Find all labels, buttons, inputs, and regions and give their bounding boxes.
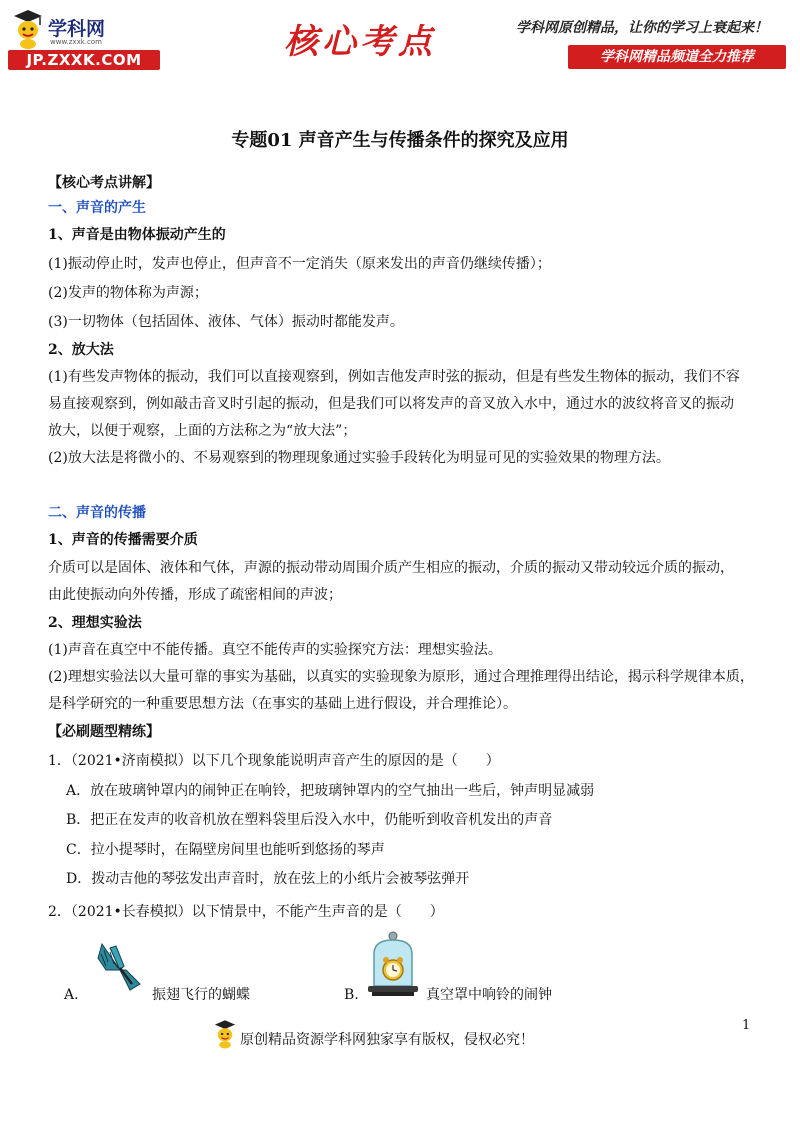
part1-p1: (1)振动停止时，发声也停止，但声音不一定消失（原来发出的声音仍继续传播）； xyxy=(48,256,551,272)
q2-option-b-text: 真空罩中响铃的闹钟 xyxy=(426,987,552,1003)
part2-p1-line1: 介质可以是固体、液体和气体，声源的振动带动周围介质产生相应的振动，介质的振动又带动较远介质的振动， xyxy=(48,560,734,576)
banner-text: 学科网精品频道全力推荐 xyxy=(600,49,754,65)
part2-heading: 二、声音的传播 xyxy=(48,505,146,521)
q1-option-a: A．放在玻璃钟罩内的闹钟正在响铃，把玻璃钟罩内的空气抽出一些后，钟声明显减弱 xyxy=(66,783,595,799)
page-number: 1 xyxy=(742,1018,751,1033)
part1-sub2: 2、放大法 xyxy=(48,342,114,358)
part2-p2: (1)声音在真空中不能传播。真空不能传声的实验探究方法：理想实验法。 xyxy=(48,642,502,658)
footer-copyright: 原创精品资源学科网独家享有版权，侵权必究！ xyxy=(240,1032,534,1048)
part1-heading: 一、声音的产生 xyxy=(48,200,146,216)
part2-sub2: 2、理想实验法 xyxy=(48,615,142,631)
part1-sub1: 1、声音是由物体振动产生的 xyxy=(48,227,226,243)
footer-mascot-icon xyxy=(212,1018,238,1050)
part2-p3-line1: (2)理想实验法以大量可靠的事实为基础，以真实的实验现象为原形，通过合理推理得出结论，揭示科学规律本质， xyxy=(48,669,754,685)
q2-stem: 2．（2021•长春模拟）以下情景中，不能产生声音的是（ ） xyxy=(48,904,444,920)
part1-p3: (3)一切物体（包括固体、液体、气体）振动时都能发声。 xyxy=(48,314,404,330)
slogan: 学科网原创精品，让你的学习上衰起来！ xyxy=(516,20,768,36)
part2-sub1: 1、声音的传播需要介质 xyxy=(48,532,198,548)
header xyxy=(0,0,800,80)
section-explain-heading: 【核心考点讲解】 xyxy=(48,175,160,191)
bell-jar-clock-image xyxy=(364,930,422,998)
butterfly-image xyxy=(96,940,146,996)
q2-option-a-text: 振翅飞行的蝴蝶 xyxy=(152,987,250,1003)
part2-p3-line2: 是科学研究的一种重要思想方法（在事实的基础上进行假设，并合理推论）。 xyxy=(48,696,517,712)
q1-option-d: D．拨动吉他的琴弦发出声音时，放在弦上的小纸片会被琴弦弹开 xyxy=(66,871,470,887)
part1-p5: (2)放大法是将微小的、不易观察到的物理现象通过实验手段转化为明显可见的实验效果的物理方法。 xyxy=(48,450,670,466)
mascot-logo-icon xyxy=(10,8,46,50)
header-title: 核心考点 xyxy=(284,22,436,62)
q1-stem: 1．（2021•济南模拟）以下几个现象能说明声音产生的原因的是（ ） xyxy=(48,753,500,769)
logo-name: 学科网 xyxy=(48,18,106,40)
section-practice-heading: 【必刷题型精练】 xyxy=(48,724,160,740)
part1-p4-line1: (1)有些发声物体的振动，我们可以直接观察到，例如吉他发声时弦的振动，但是有些发生物体的振动，我们不容 xyxy=(48,369,740,385)
q2-option-a-letter: A. xyxy=(64,987,79,1003)
q2-option-b-letter: B. xyxy=(344,987,359,1003)
page-title: 专题01 声音产生与传播条件的探究及应用 xyxy=(231,130,569,151)
logo-url[interactable]: JP.ZXXK.COM xyxy=(26,51,142,69)
q1-option-c: C．拉小提琴时，在隔壁房间里也能听到悠扬的琴声 xyxy=(66,842,385,858)
part1-p4-line2: 易直接观察到，例如敲击音叉时引起的振动，但是我们可以将发声的音叉放入水中，通过水的波纹将音叉的振动 xyxy=(48,396,734,412)
part2-p1-line2: 由此使振动向外传播，形成了疏密相间的声波； xyxy=(48,587,342,603)
q1-option-b: B．把正在发声的收音机放在塑料袋里后没入水中，仍能听到收音机发出的声音 xyxy=(66,812,553,828)
logo-url-small: www.zxxk.com xyxy=(50,38,102,46)
part1-p2: (2)发声的物体称为声源； xyxy=(48,285,208,301)
part1-p4-line3: 放大，以便于观察，上面的方法称之为“放大法”； xyxy=(48,423,357,439)
